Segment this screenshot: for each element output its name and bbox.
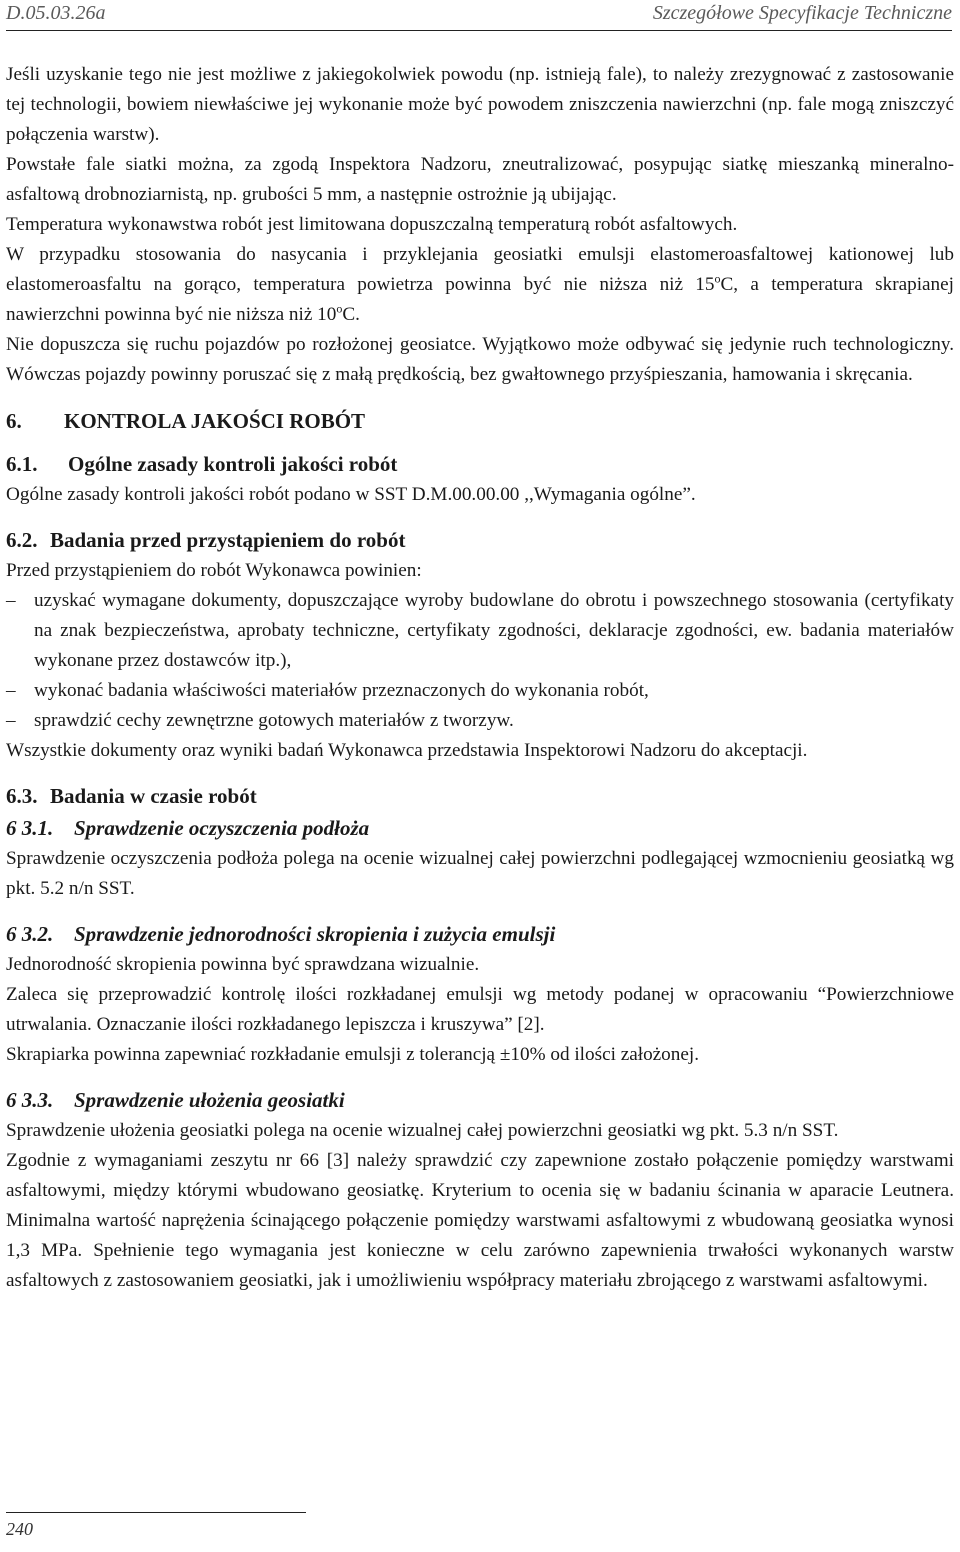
- subsection-title: Badania przed przystąpieniem do robót: [50, 528, 406, 552]
- list-item: [6, 706, 954, 736]
- text-run: W przypadku stosowania do nasycania i przyklejania geosiatki emulsji elastomeroasfaltowej kationowej lub elastomeroasfaltu na gorąco, temperatura powietrza powinna być nie niższa niż 15: [6, 244, 954, 295]
- page-number: 240: [6, 1519, 33, 1539]
- paragraph: Wszystkie dokumenty oraz wyniki badań Wykonawca przedstawia Inspektorowi Nadzoru do akceptacji.: [6, 740, 808, 761]
- list-item: [6, 676, 954, 706]
- degree-sign: o: [714, 271, 721, 286]
- document-title: Szczegółowe Specyfikacje Techniczne: [652, 2, 952, 24]
- document-code: D.05.03.26a: [6, 2, 106, 24]
- subsection-heading: [6, 524, 954, 556]
- subsection-number: 6.2.: [6, 528, 38, 552]
- dash-bullet: –: [6, 680, 16, 701]
- paragraph: Jeśli uzyskanie tego nie jest możliwe z jakiegokolwiek powodu (np. istnieją fale), to należy zrezygnować z zastosowanie tej technologii, bowiem niewłaściwe jej wykonanie może być powodem zniszczenia nawierzchni (np. fale mogą zniszczyć połączenia warstw).: [6, 64, 954, 145]
- dash-bullet: –: [6, 710, 16, 731]
- section-title: KONTROLA JAKOŚCI ROBÓT: [64, 409, 366, 433]
- page-footer: [6, 1512, 306, 1540]
- subsection-heading: [6, 448, 954, 480]
- page-content: [6, 60, 954, 1296]
- paragraph: Powstałe fale siatki można, za zgodą Inspektora Nadzoru, zneutralizować, posypując siatkę mieszanką mineralno-asfaltową drobnoziarnistą, np. grubości 5 mm, a następnie ostrożnie ją ubijając.: [6, 154, 954, 205]
- subsubsection-heading: [6, 918, 954, 950]
- paragraph: Sprawdzenie ułożenia geosiatki polega na ocenie wizualnej całej powierzchni geosiatki wg pkt. 5.3 n/n SST.: [6, 1120, 839, 1141]
- subsubsection-number: 6 3.1.: [6, 816, 54, 840]
- subsubsection-title: Sprawdzenie jednorodności skropienia i zużycia emulsji: [74, 922, 556, 946]
- text-run: C.: [342, 304, 360, 325]
- subsubsection-heading: [6, 812, 954, 844]
- subsubsection-title: Sprawdzenie ułożenia geosiatki: [74, 1088, 345, 1112]
- temperature-paragraph: [6, 240, 954, 330]
- degree-sign: o: [336, 301, 343, 316]
- text-run: C, a temperatura skrapianej nawierzchni powinna być nie niższa niż 10: [6, 274, 954, 325]
- paragraph: Zgodnie z wymaganiami zeszytu nr 66 [3] należy sprawdzić czy zapewnione zostało połączenie pomiędzy warstwami asfaltowymi, między którymi wbudowano geosiatkę. Kryterium to ocenia się w badaniu ścinania w aparacie Leutnera. Minimalna wartość naprężenia ścinającego połączenie pomiędzy warstwami asfaltowymi z wbudowaną geosiatka wynosi 1,3 MPa. Spełnienie tego wymagania jest konieczne w celu zarówno zapewnienia trwałości wykonanych warstw asfaltowych z zastosowaniem geosiatki, jak i umożliwieniu współpracy materiału zbrojącego z warstwami asfaltowymi.: [6, 1150, 954, 1291]
- paragraph: Przed przystąpieniem do robót Wykonawca powinien:: [6, 560, 422, 581]
- paragraph: Zaleca się przeprowadzić kontrolę ilości rozkładanej emulsji wg metody podanej w opracowaniu “Powierzchniowe utrwalania. Oznaczanie ilości rozkładanego lepiszcza i kruszywa” [2].: [6, 984, 954, 1035]
- paragraph: Sprawdzenie oczyszczenia podłoża polega na ocenie wizualnej całej powierzchni podlegającej wzmocnieniu geosiatką wg pkt. 5.2 n/n SST.: [6, 848, 954, 899]
- dash-bullet: –: [6, 590, 16, 611]
- page-header: [6, 0, 952, 31]
- section-number: 6.: [6, 409, 22, 433]
- paragraph: Ogólne zasady kontroli jakości robót podano w SST D.M.00.00.00 ,,Wymagania ogólne”.: [6, 484, 696, 505]
- list-item-text: uzyskać wymagane dokumenty, dopuszczające wyroby budowlane do obrotu i powszechnego stosowania (certyfikaty na znak bezpieczeństwa, aprobaty techniczne, certyfikaty zgodności, deklaracje zgodności, ew. badania materiałów wykonane przez dostawców itp.),: [34, 590, 954, 671]
- subsection-number: 6.1.: [6, 452, 38, 476]
- subsection-title: Ogólne zasady kontroli jakości robót: [68, 452, 398, 476]
- subsection-title: Badania w czasie robót: [50, 784, 257, 808]
- subsubsection-number: 6 3.2.: [6, 922, 54, 946]
- list-item-text: wykonać badania właściwości materiałów przeznaczonych do wykonania robót,: [34, 680, 649, 701]
- section-heading: [6, 404, 954, 438]
- paragraph: Nie dopuszcza się ruchu pojazdów po rozłożonej geosiatce. Wyjątkowo może odbywać się jedynie ruch technologiczny. Wówczas pojazdy powinny poruszać się z małą prędkością, bez gwałtownego przyśpieszania, hamowania i skręcania.: [6, 334, 954, 385]
- subsubsection-number: 6 3.3.: [6, 1088, 54, 1112]
- subsection-heading: [6, 780, 954, 812]
- paragraph: Skrapiarka powinna zapewniać rozkładanie emulsji z tolerancją ±10% od ilości założonej.: [6, 1044, 700, 1065]
- subsubsection-title: Sprawdzenie oczyszczenia podłoża: [74, 816, 370, 840]
- subsubsection-heading: [6, 1084, 954, 1116]
- paragraph: Jednorodność skropienia powinna być sprawdzana wizualnie.: [6, 954, 480, 975]
- list-item-text: sprawdzić cechy zewnętrzne gotowych materiałów z tworzyw.: [34, 710, 514, 731]
- paragraph: Temperatura wykonawstwa robót jest limitowana dopuszczalną temperaturą robót asfaltowych.: [6, 214, 738, 235]
- list-item: [6, 586, 954, 676]
- subsection-number: 6.3.: [6, 784, 38, 808]
